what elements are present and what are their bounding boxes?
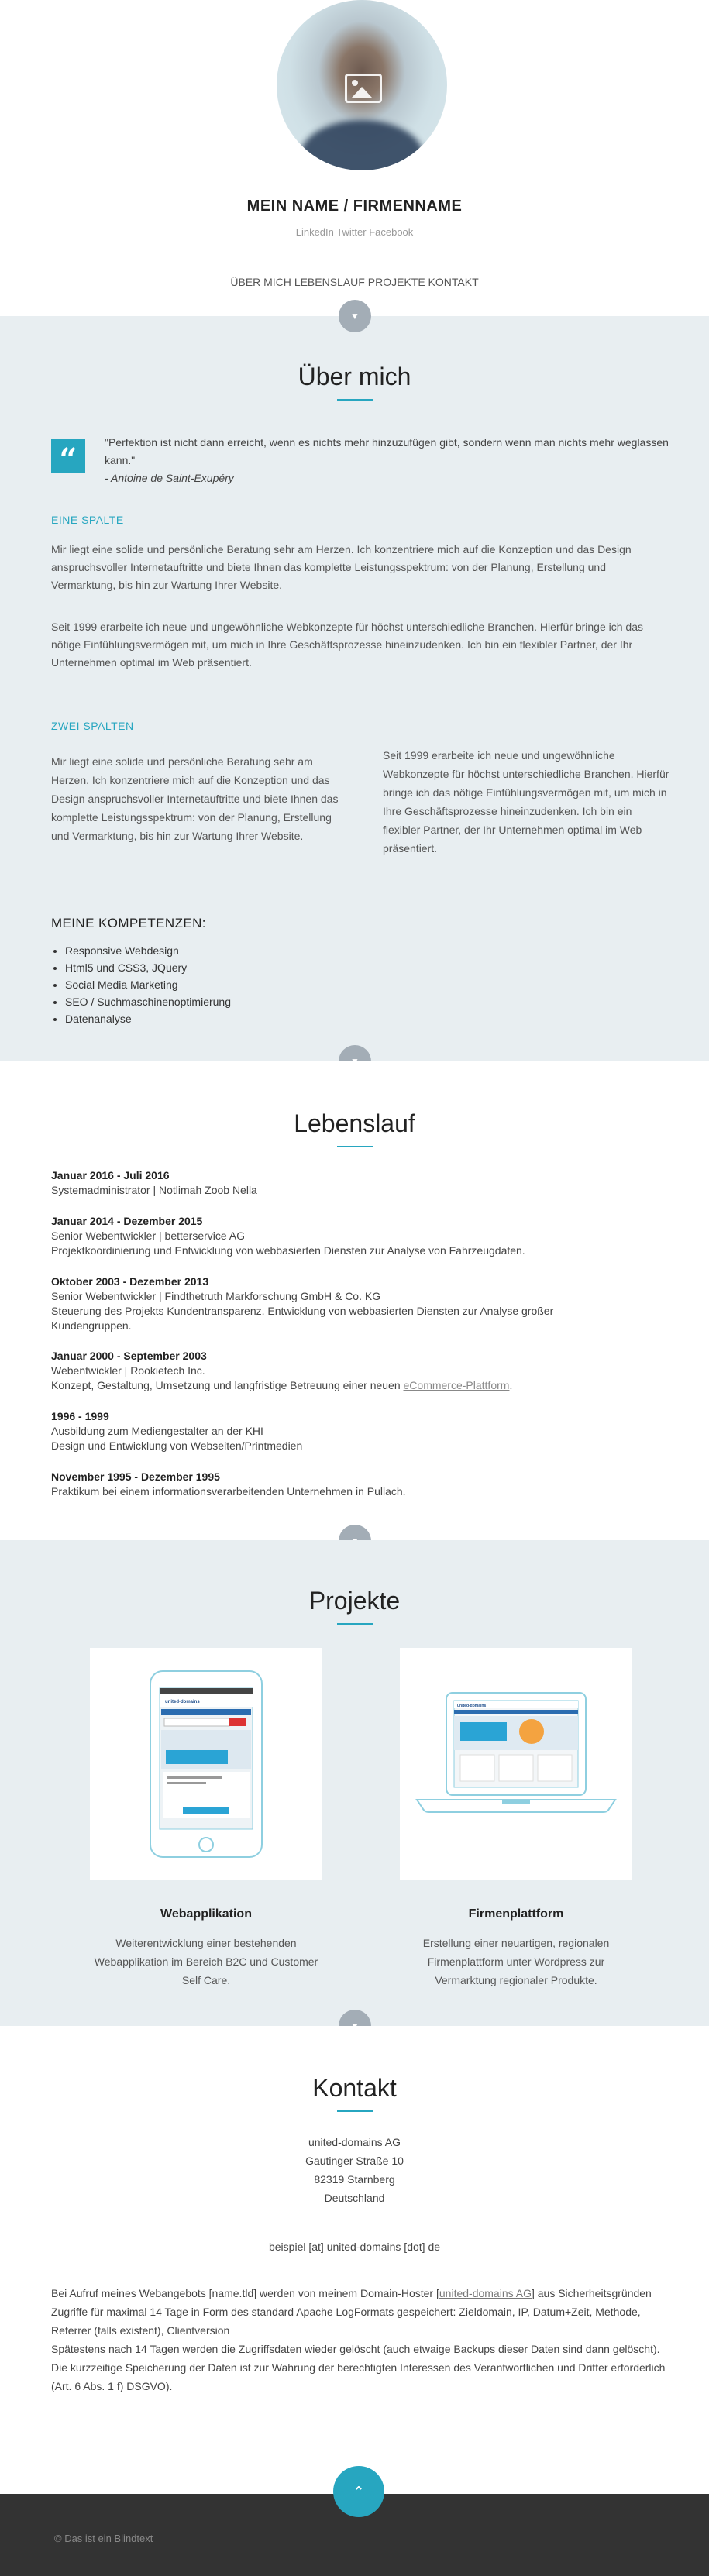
ecommerce-link[interactable]: eCommerce-Plattform xyxy=(403,1379,510,1391)
one-column-p2: Seit 1999 erarbeite ich neue und ungewöhnliche Webkonzepte für höchst unterschiedliche Branchen. Hierfür bringe ich das nötige Einfühlungsvermögen mit, um mich in Ihre Geschäftsprozesse hineinzudenken. Ich bin ein flexibler Partner, der Ihr Unternehmen optimal im Web präsentiert. xyxy=(51,621,643,669)
title-underline xyxy=(337,2110,373,2112)
quote xyxy=(105,434,670,487)
title-underline xyxy=(337,1623,373,1625)
cv-date: Januar 2014 - Dezember 2015 xyxy=(51,1215,203,1227)
site-title: MEIN NAME / FIRMENNAME xyxy=(246,198,463,215)
address-line: 82319 Starnberg xyxy=(314,2173,395,2186)
cv-item xyxy=(51,1274,671,1333)
profile-photo xyxy=(277,0,447,170)
privacy-p2: Spätestens nach 14 Tagen werden die Zugriffsdaten wieder gelöscht (auch etwaige Backups dieser Daten sind dann gelöscht). xyxy=(51,2343,660,2355)
nav-kontakt[interactable]: KONTAKT xyxy=(428,276,479,288)
chevron-up-icon: ⌃ xyxy=(353,2485,364,2499)
laptop-mockup-icon xyxy=(400,1648,632,1880)
cv-line: Systemadministrator | Notlimah Zoob Nella xyxy=(51,1184,257,1196)
cv-item xyxy=(51,1409,671,1453)
cv-date: Januar 2000 - September 2003 xyxy=(51,1350,207,1362)
svg-text:united-domains: united-domains xyxy=(457,1704,487,1708)
cv-item xyxy=(51,1168,671,1198)
two-column-heading: ZWEI SPALTEN xyxy=(51,720,134,732)
cv-date: Januar 2016 - Juli 2016 xyxy=(51,1169,170,1181)
cv-title: Lebenslauf xyxy=(294,1109,415,1137)
cv-item xyxy=(51,1349,671,1393)
scroll-top-button[interactable] xyxy=(333,2466,384,2517)
site-header xyxy=(0,0,709,298)
cv-date: November 1995 - Dezember 1995 xyxy=(51,1470,220,1483)
nav-lebenslauf[interactable]: LEBENSLAUF xyxy=(294,276,365,288)
privacy-notice xyxy=(51,2284,671,2395)
quote-author: - Antoine de Saint-Exupéry xyxy=(105,472,234,484)
nav-ueber-mich[interactable]: ÜBER MICH xyxy=(230,276,291,288)
cv-line: Ausbildung zum Mediengestalter an der KHI xyxy=(51,1425,263,1437)
cv-line: Webentwickler | Rookietech Inc. xyxy=(51,1364,205,1377)
contact-section xyxy=(0,2026,709,2494)
hoster-link[interactable]: united-domains AG xyxy=(439,2287,532,2299)
project-title: Webapplikation xyxy=(160,1907,252,1921)
two-column-left: Mir liegt eine solide und persönliche Beratung sehr am Herzen. Ich konzentriere mich auf die Konzeption und das Design anspruchsvoller Internetauftritte und biete Ihnen das komplette Leistungsspektrum: von der Planung, Erstellung und Vermarktung, bis hin zur Wartung Ihrer Website. xyxy=(51,755,339,842)
address-line: Gautinger Straße 10 xyxy=(305,2155,404,2167)
linkedin-link[interactable]: LinkedIn xyxy=(295,226,334,238)
main-nav xyxy=(0,276,709,288)
address xyxy=(0,2133,709,2207)
facebook-link[interactable]: Facebook xyxy=(369,226,414,238)
twitter-link[interactable]: Twitter xyxy=(336,226,367,238)
one-column-p1: Mir liegt eine solide und persönliche Beratung sehr am Herzen. Ich konzentriere mich auf die Konzeption und das Design anspruchsvoller Internetauftritte und biete Ihnen das komplette Leistungsspektrum: von der Planung, Erstellung und Vermarktung, bis hin zur Wartung Ihrer Website. xyxy=(51,543,632,591)
one-column-heading: EINE SPALTE xyxy=(51,514,124,526)
address-line: united-domains AG xyxy=(308,2136,401,2148)
cv-line: Projektkoordinierung und Entwicklung von webbasierten Diensten zur Analyse von Fahrzeugdaten. xyxy=(51,1244,525,1257)
cv-item xyxy=(51,1470,671,1499)
privacy-p1: Bei Aufruf meines Webangebots [name.tld] werden von meinem Domain-Hoster [united-domains AG] aus Sicherheitsgründen Zugriffe für maximal 14 Tage in Form des standard Apache LogFormats gespeichert: Zieldomain, IP, Datum+Zeit, Methode, Referrer (falls existent), Clientversion xyxy=(51,2287,652,2337)
skill-item: • SEO / Suchmaschinenoptimierung xyxy=(65,993,231,1010)
project-image-laptop[interactable] xyxy=(400,1648,632,1880)
photo-silhouette xyxy=(300,120,424,170)
image-placeholder-icon xyxy=(345,74,382,103)
nav-projekte[interactable]: PROJEKTE xyxy=(367,276,425,288)
quote-text: "Perfektion ist nicht dann erreicht, wenn es nichts mehr hinzuzufügen gibt, sondern wenn man nichts mehr weglassen kann." xyxy=(105,436,669,466)
project-description: Weiterentwicklung einer bestehenden Webapplikation im Bereich B2C und Customer Self Care. xyxy=(94,1937,318,1986)
cv-line: Praktikum bei einem informationsverarbeitenden Unternehmen in Pullach. xyxy=(51,1485,406,1498)
skill-item: • Html5 und CSS3, JQuery xyxy=(65,959,231,976)
title-underline xyxy=(337,1146,373,1147)
two-column-right: Seit 1999 erarbeite ich neue und ungewöhnliche Webkonzepte für höchst unterschiedliche Branchen. Hierfür bringe ich das nötige Einfühlungsvermögen mit, um mich in Ihre Geschäftsprozesse hineinzudenken. Ich bin ein flexibler Partner, der Ihr Unternehmen optimal im Web präsentiert. xyxy=(383,749,669,855)
skill-item: • Datenanalyse xyxy=(65,1010,231,1027)
chevron-down-icon: ▼ xyxy=(350,311,360,322)
cv-line: Design und Entwicklung von Webseiten/Printmedien xyxy=(51,1439,303,1452)
about-section xyxy=(0,316,709,1061)
skill-item: • Social Media Marketing xyxy=(65,976,231,993)
project-image-phone[interactable] xyxy=(90,1648,322,1880)
footer-text: © Das ist ein Blindtext xyxy=(54,2533,153,2544)
cv-line: Steuerung des Projekts Kundentransparenz. Entwicklung von webbasierten Diensten zur Analyse großer Kundengruppen. xyxy=(51,1305,554,1332)
skills-heading: MEINE KOMPETENZEN: xyxy=(51,916,206,930)
skill-item: • Responsive Webdesign xyxy=(65,942,231,959)
cv-line: Senior Webentwickler | Findthetruth Markforschung GmbH & Co. KG xyxy=(51,1290,381,1302)
cv-date: 1996 - 1999 xyxy=(51,1410,109,1422)
social-links xyxy=(0,226,709,238)
cv-date: Oktober 2003 - Dezember 2013 xyxy=(51,1275,209,1288)
quote-icon: “ xyxy=(51,439,85,473)
contact-title: Kontakt xyxy=(312,2074,397,2102)
cv-section xyxy=(0,1061,709,1540)
project-description: Erstellung einer neuartigen, regionalen Firmenplattform unter Wordpress zur Vermarktung regionaler Produkte. xyxy=(422,1937,610,1986)
cv-item xyxy=(51,1214,671,1258)
cv-line: Konzept, Gestaltung, Umsetzung und langfristige Betreuung einer neuen eCommerce-Plattform. xyxy=(51,1379,513,1391)
email: beispiel [at] united-domains [dot] de xyxy=(268,2241,441,2253)
scroll-down-button[interactable] xyxy=(339,300,371,332)
projects-section xyxy=(0,1540,709,2026)
project-title: Firmenplattform xyxy=(468,1907,564,1921)
title-underline xyxy=(337,399,373,401)
address-line: Deutschland xyxy=(324,2192,385,2204)
svg-text:united-domains: united-domains xyxy=(165,1700,200,1704)
projects-title: Projekte xyxy=(308,1587,401,1615)
about-title: Über mich xyxy=(298,363,411,390)
privacy-p3: Die kurzzeitige Speicherung der Daten ist zur Wahrung der berechtigten Interessen des Verantwortlichen und Dritter erforderlich (Art. 6 Abs. 1 f) DSGVO). xyxy=(51,2361,666,2392)
cv-line: Senior Webentwickler | betterservice AG xyxy=(51,1230,246,1242)
phone-mockup-icon xyxy=(90,1648,322,1880)
skills-list xyxy=(51,942,231,1027)
